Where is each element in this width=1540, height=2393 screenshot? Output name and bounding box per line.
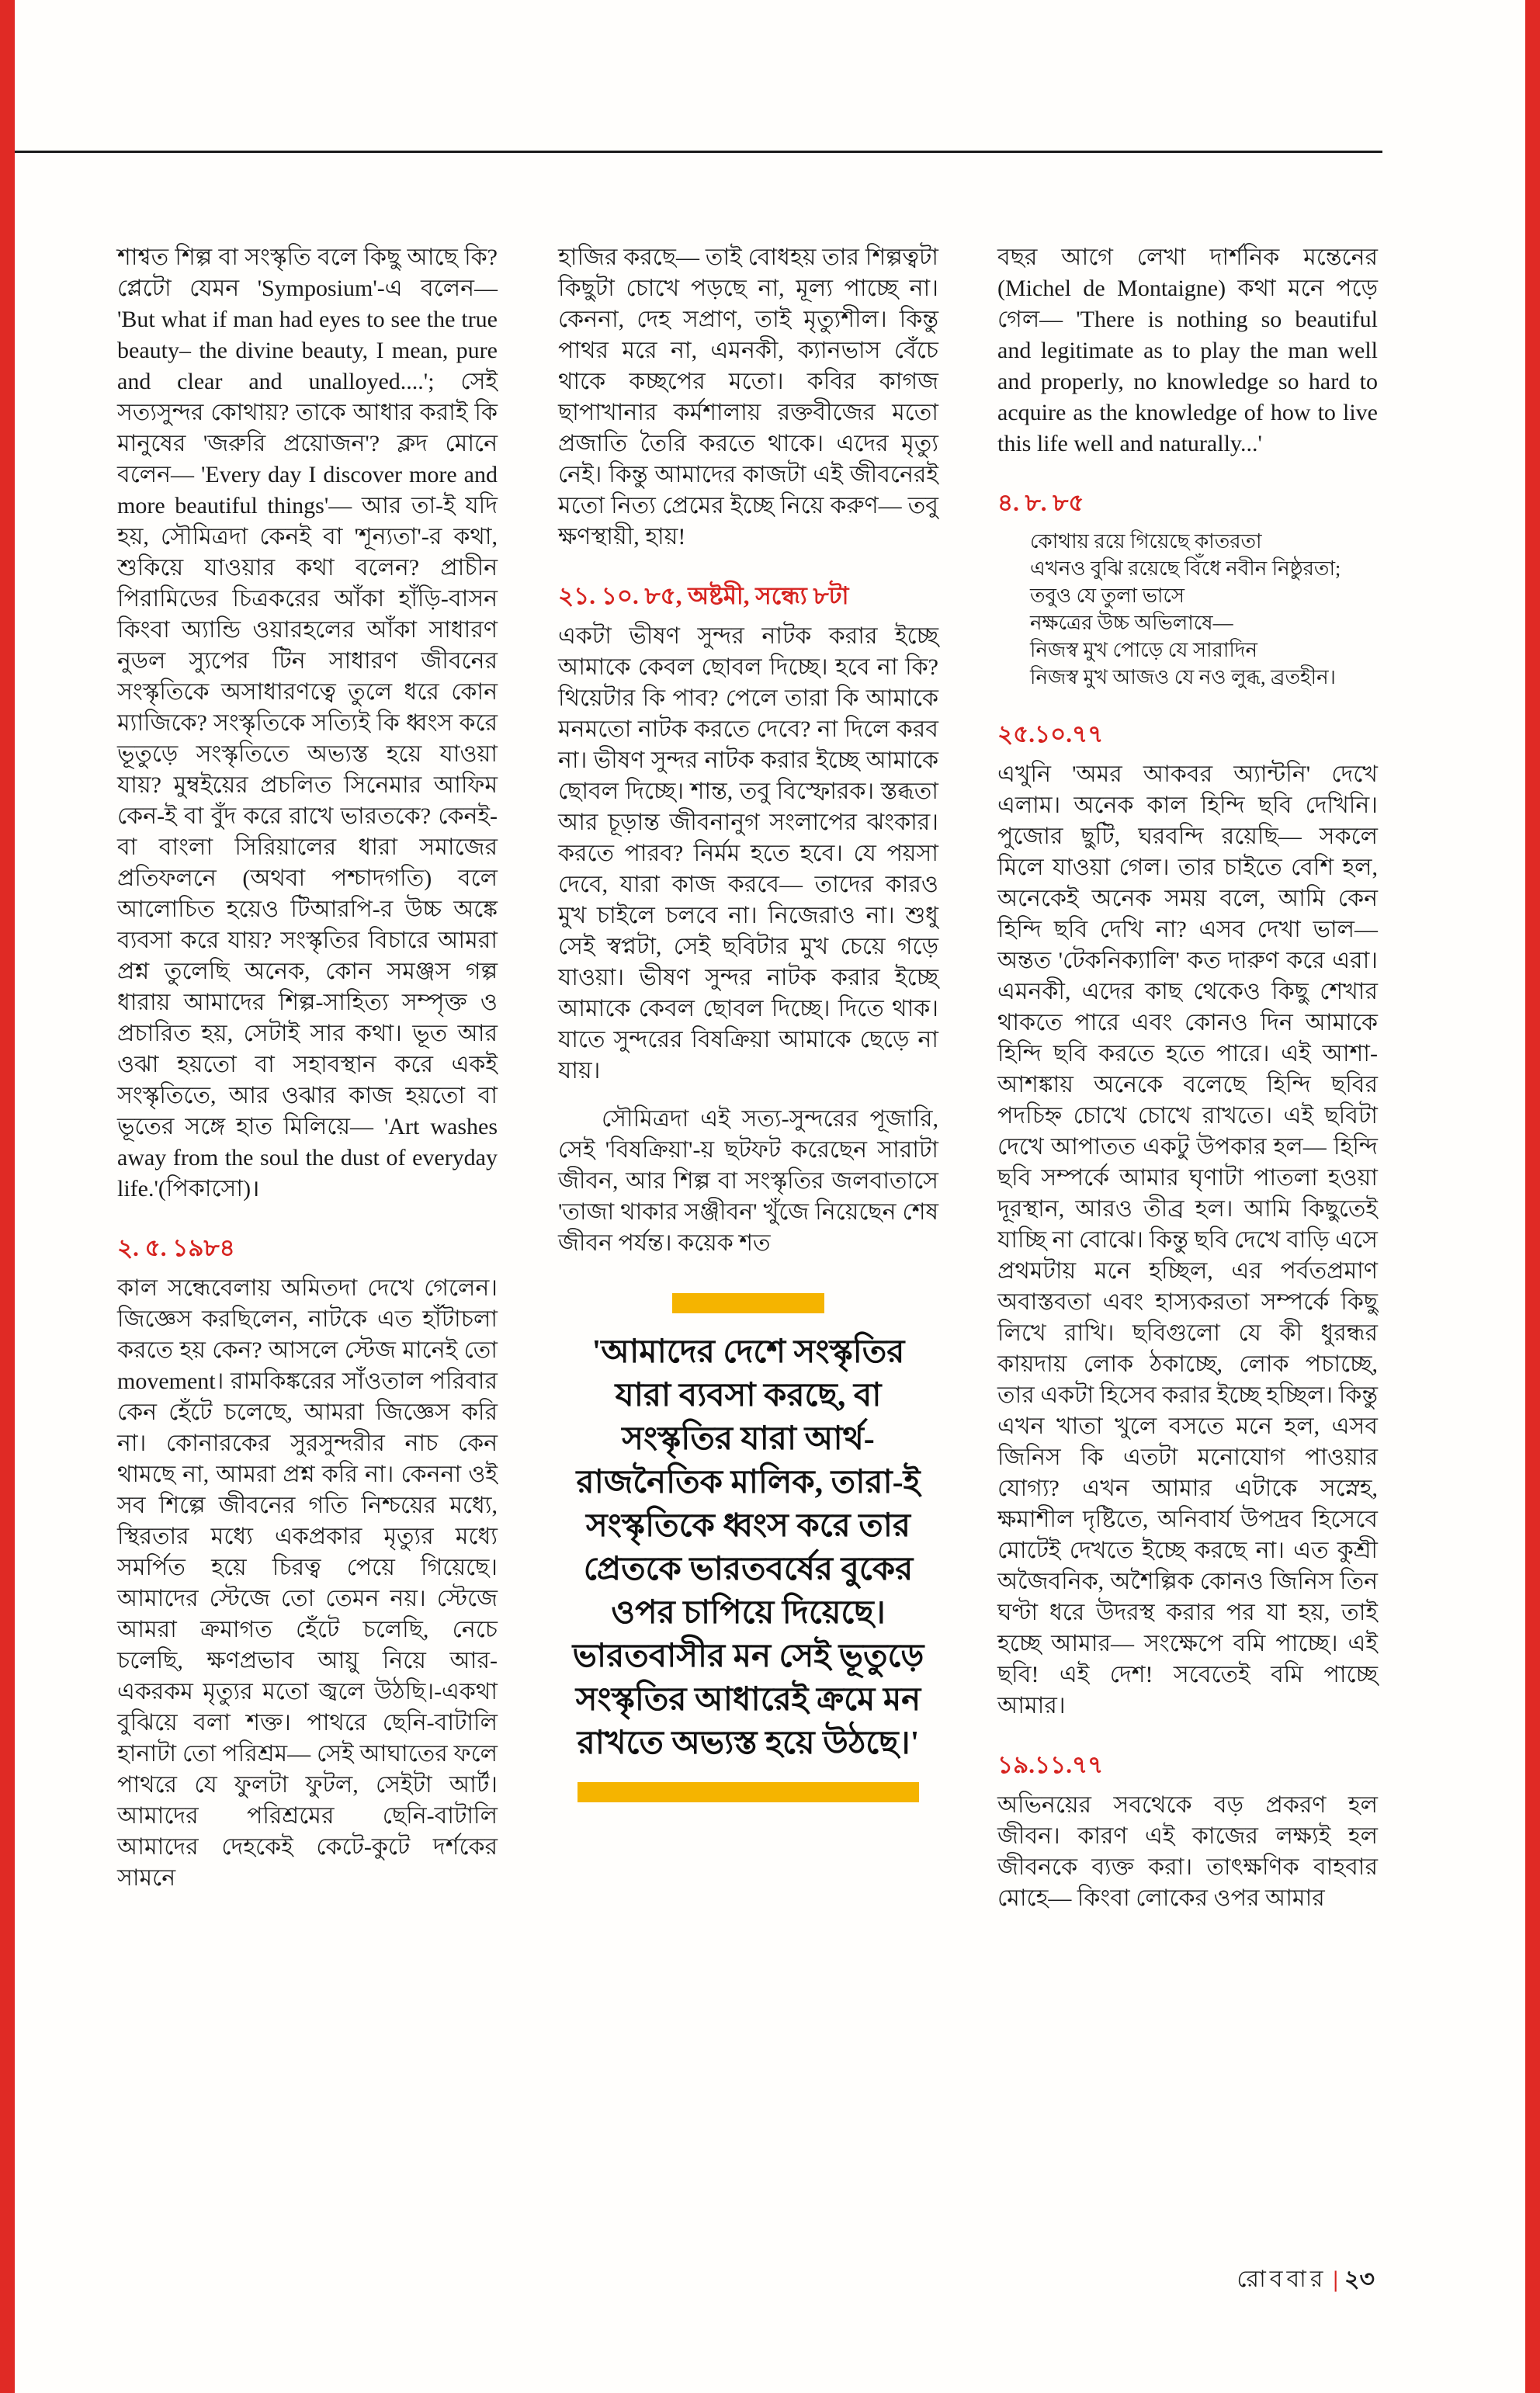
- footer-separator: |: [1333, 2266, 1338, 2292]
- page-number: ২৩: [1344, 2266, 1375, 2292]
- highlight-bar-top: [672, 1293, 824, 1313]
- pull-quote: 'আমাদের দেশে সংস্কৃতির যারা ব্যবসা করছে, বা সংস্কৃতির যারা আর্থ-রাজনৈতিক মালিক, তারা-ই সংস্কৃতিকে ধ্বংস করে তার প্রেতকে ভারতবর্ষের বুকের ওপর চাপিয়ে দিয়েছে। ভারতবাসীর মন সেই ভূতুড়ে সংস্কৃতির আধারেই ক্রমে মন রাখতে অভ্যস্ত হয়ে উঠছে।': [572, 1334, 924, 1761]
- highlight-bar-bottom: [578, 1782, 919, 1802]
- paragraph: একটা ভীষণ সুন্দর নাটক করার ইচ্ছে আমাকে কেবল ছোবল দিচ্ছে। হবে না কি? থিয়েটার কি পাব? পেলে তারা কি আমাকে মনমতো নাটক করতে দেবে? না দিলে করব না। ভীষণ সুন্দর নাটক করার ইচ্ছে আমাকে ছোবল দিচ্ছে। শান্ত, তবু বিস্ফোরক। স্তব্ধতা আর চূড়ান্ত জীবনানুগ সংলাপের ঝংকার। করতে পারব? নির্মম হতে হবে। যে পয়সা দেবে, যারা কাজ করবে— তাদের কারও মুখ চাইলে চলবে না। নিজেরাও না। শুধু সেই স্বপ্নটা, সেই ছবিটার মুখ চেয়ে গড়ে যাওয়া। ভীষণ সুন্দর নাটক করার ইচ্ছে আমাকে কেবল ছোবল দিচ্ছে। দিতে থাক। যাতে সুন্দরের বিষক্রিয়া আমাকে ছেড়ে না যায়।: [558, 623, 938, 1084]
- paragraph: কাল সন্ধেবেলায় অমিতদা দেখে গেলেন। জিজ্ঞেস করছিলেন, নাটকে এত হাঁটাচলা করতে হয় কেন? আসলে স্টেজ মানেই তো movement। রামকিঙ্করের সাঁওতাল পরিবার কেন হেঁটে চলেছে, আমরা জিজ্ঞেস করি না। কোনারকের সুরসুন্দরীর নাচ কেন থামছে না, আমরা প্রশ্ন করি না। কেননা ওই সব শিল্পে জীবনের গতি নিশ্চয়ের মধ্যে, স্থিরতার মধ্যে একপ্রকার মৃত্যুর মধ্যে সমর্পিত হয়ে চিরত্ব পেয়ে গিয়েছে। আমাদের স্টেজে তো তেমন নয়। স্টেজে আমরা ক্রমাগত হেঁটে চলেছি, নেচে চলেছি, ক্ষণপ্রভাব আয়ু নিয়ে আর-একরকম মৃত্যুর মতো জ্বলে উঠছি।-একথা বুঝিয়ে বলা শক্ত। পাথরে ছেনি-বাটালি হানাটা তো পরিশ্রম— সেই আঘাতের ফলে পাথরে যে ফুলটা ফুটল, সেইটা আর্ট। আমাদের পরিশ্রমের ছেনি-বাটালি আমাদের দেহকেই কেটে-কুটে দর্শকের সামনে: [117, 1275, 498, 1891]
- paragraph: বছর আগে লেখা দার্শনিক মন্তেনের (Michel de Montaigne) কথা মনে পড়ে গেল— 'There is nothing so beautiful and legitimate as to play the man well and properly, no knowledge so hard to acquire as the knowledge of how to live this life well and naturally...': [997, 245, 1378, 456]
- paragraph: সৌমিত্রদা এই সত্য-সুন্দরের পূজারি, সেই 'বিষক্রিয়া'-য় ছটফট করেছেন সারাটা জীবন, আর শিল্প বা সংস্কৃতির জলবাতাসে 'তাজা থাকার সঞ্জীবন' খুঁজে নিয়েছেন শেষ জীবন পর্যন্ত। কয়েক শত: [558, 1106, 938, 1256]
- top-rule: [15, 151, 1382, 153]
- date-heading: ১৯.১১.৭৭: [997, 1751, 1104, 1778]
- paragraph: শাশ্বত শিল্প বা সংস্কৃতি বলে কিছু আছে কি? প্লেটো যেমন 'Symposium'-এ বলেন— 'But what if man had eyes to see the true beauty– the divine beauty, I mean, pure and clear and unalloyed....'; সেই সত্যসুন্দর কোথায়? তাকে আধার করাই কি মানুষের 'জরুরি প্রয়োজন'? ক্লদ মোনে বলেন— 'Every day I discover more and more beautiful things'— আর তা-ই যদি হয়, সৌমিত্রদা কেনই বা 'শূন্যতা'-র কথা, শুকিয়ে যাওয়ার কথা বলেন? প্রাচীন পিরামিডের চিত্রকরের আঁকা হাঁড়ি-বাসন কিংবা অ্যান্ডি ওয়ারহলের আঁকা সাধারণ নুডল স্যুপের টিন সাধারণ জীবনের সংস্কৃতিকে অসাধারণত্বে তুলে ধরে কোন ম্যাজিকে? সংস্কৃতিকে সত্যিই কি ধ্বংস করে ভূতুড়ে সংস্কৃতিতে অভ্যস্ত হয়ে যাওয়া যায়? মুম্বইয়ের প্রচলিত সিনেমার আফিম কেন-ই বা বুঁদ করে রাখে ভারতকে? কেনই-বা বাংলা সিরিয়ালের ধারা সমাজের প্রতিফলনে (অথবা পশ্চাদগতি) বলে আলোচিত হয়েও টিআরপি-র উচ্চ অঙ্কে ব্যবসা করে যায়? সংস্কৃতির বিচারে আমরা প্রশ্ন তুলেছি অনেক, কোন সমঞ্জস গল্প ধারায় আমাদের শিল্প-সাহিত্য সম্পৃক্ত ও প্রচারিত হয়, সেটাই সার কথা। ভূত আর ওঝা হয়তো বা সহাবস্থান করে একই সংস্কৃতিতে, আর ওঝার কাজ হয়তো বা ভূতের সঙ্গে হাত মিলিয়ে— 'Art washes away from the soul the dust of everyday life.'(পিকাসো)।: [117, 245, 498, 1202]
- column-1: [117, 242, 498, 1894]
- column-2: [558, 242, 938, 1802]
- poem-line: কোথায় রয়ে গিয়েছে কাতরতা: [1030, 530, 1262, 553]
- poem-line: নিজস্ব মুখ পোড়ে যে সারাদিন: [1030, 639, 1257, 661]
- paragraph: এখুনি 'অমর আকবর অ্যান্টনি' দেখে এলাম। অনেক কাল হিন্দি ছবি দেখিনি। পুজোর ছুটি, ঘরবন্দি রয়েছি— সকলে মিলে যাওয়া গেল। তার চাইতে বেশি হল, অনেকেই অনেক সময় বলে, আমি কেন হিন্দি ছবি দেখি না? এসব দেখা ভাল— অন্তত 'টেকনিক্যালি' কত দারুণ করে এরা। এমনকী, এদের কাছ থেকেও কিছু শেখার থাকতে পারে এবং কোনও দিন আমাকে হিন্দি ছবি করতে হতে পারে। এই আশা-আশঙ্কায় অনেকে বলেছে হিন্দি ছবির পদচিহ্ন চোখে চোখে রাখতে। এই ছবিটা দেখে আপাতত একটু উপকার হল— হিন্দি ছবি সম্পর্কে আমার ঘৃণাটা পাতলা হওয়া দূরস্থান, আরও তীব্র হল। আমি কিছুতেই যাচ্ছি না বোঝে। কিন্তু ছবি দেখে বাড়ি এসে প্রথমটায় মনে হচ্ছিল, এর পর্বতপ্রমাণ অবাস্তবতা এবং হাস্যকরতা সম্পর্কে কিছু লিখে রাখি। ছবিগুলো যে কী ধুরন্ধর কায়দায় লোক ঠকাচ্ছে, লোক পচাচ্ছে, তার একটা হিসেব করার ইচ্ছে হচ্ছিল। কিন্তু এখন খাতা খুলে বসতে মনে হল, এসব জিনিস কি এতটা মনোযোগ পাওয়ার যোগ্য? এখন আমার এটাকে সস্নেহ, ক্ষমাশীল দৃষ্টিতে, অনিবার্য উপদ্রব হিসেবে মোটেই দেখতে ইচ্ছে করছে না। এত কুশ্রী অজৈবনিক, অশৈল্পিক কোনও জিনিস তিন ঘণ্টা ধরে উদরস্থ করার পর যা হয়, তাই হচ্ছে আমার— সংক্ষেপে বমি পাচ্ছে। এই ছবি! এই দেশ! সবেতেই বমি পাচ্ছে আমার।: [997, 761, 1378, 1718]
- pull-quote-block: [558, 1293, 938, 1802]
- poem: [997, 528, 1378, 691]
- date-heading: ২১. ১০. ৮৫, অষ্টমী, সন্ধ্যে ৮টা: [558, 582, 849, 609]
- left-red-border: [0, 0, 15, 2393]
- date-heading: ৪. ৮. ৮৫: [997, 489, 1084, 516]
- date-heading: ২৫.১০.৭৭: [997, 720, 1104, 747]
- poem-line: নক্ষত্রের উচ্চ অভিলাষে—: [1030, 612, 1233, 634]
- magazine-name: রোববার: [1237, 2266, 1327, 2292]
- date-heading: ২. ৫. ১৯৮৪: [117, 1234, 235, 1261]
- poem-line: তবুও যে তুলা ভাসে: [1030, 584, 1185, 607]
- column-3: [997, 242, 1378, 1914]
- right-red-border: [1525, 0, 1540, 2393]
- poem-line: নিজস্ব মুখ আজও যে নও লুব্ধ, ব্রতহীন।: [1030, 666, 1336, 688]
- footer: [1237, 2260, 1375, 2300]
- poem-line: এখনও বুঝি রয়েছে বিঁধে নবীন নিষ্ঠুরতা;: [1030, 557, 1341, 580]
- paragraph: হাজির করছে— তাই বোধহয় তার শিল্পত্বটা কিছুটা চোখে পড়ছে না, মূল্য পাচ্ছে না। কেননা, দেহ সপ্রাণ, তাই মৃত্যুশীল। কিন্তু পাথর মরে না, এমনকী, ক্যানভাস বেঁচে থাকে কচ্ছপের মতো। কবির কাগজ ছাপাখানার কর্মশালায় রক্তবীজের মতো প্রজাতি তৈরি করতে থাকে। এদের মৃত্যু নেই। কিন্তু আমাদের কাজটা এই জীবনেরই মতো নিত্য প্রেমের ইচ্ছে নিয়ে করুণ— তবু ক্ষণস্থায়ী, হায়!: [558, 245, 938, 550]
- paragraph: অভিনয়ের সবথেকে বড় প্রকরণ হল জীবন। কারণ এই কাজের লক্ষ্যই হল জীবনকে ব্যক্ত করা। তাৎক্ষণিক বাহবার মোহে— কিংবা লোকের ওপর আমার: [997, 1792, 1378, 1911]
